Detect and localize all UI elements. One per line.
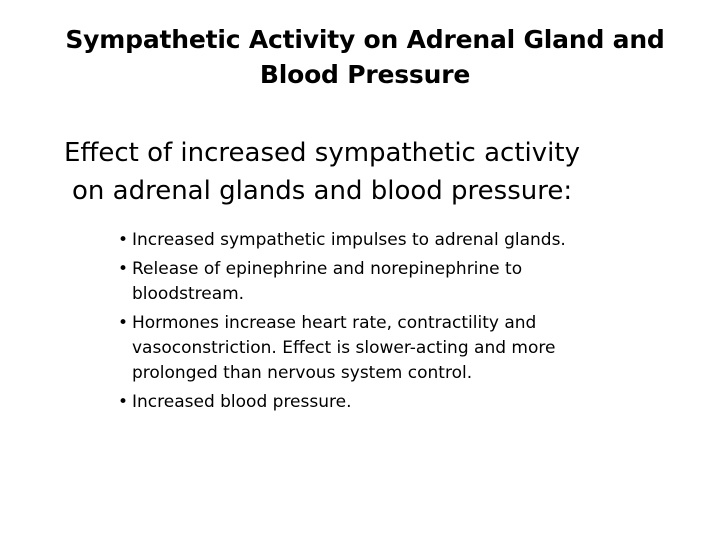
slide-subtitle	[64, 134, 704, 210]
slide-subtitle-line: Effect of increased sympathetic activity	[64, 138, 580, 168]
bullet-line: Increased sympathetic impulses to adrenal glands.	[132, 230, 566, 250]
bullet-line: bloodstream.	[132, 284, 245, 304]
bullet-line: Increased blood pressure.	[132, 392, 352, 412]
bullet-icon: •	[118, 313, 129, 333]
bullet-item	[118, 311, 698, 386]
bullet-line: Release of epinephrine and norepinephrine to	[132, 259, 523, 279]
bullet-item	[118, 228, 698, 253]
bullet-item	[118, 257, 698, 307]
bullet-icon: •	[118, 392, 129, 412]
bullet-text	[132, 228, 698, 253]
slide-subtitle-line: on adrenal glands and blood pressure:	[72, 176, 573, 206]
bullet-line: prolonged than nervous system control.	[132, 363, 473, 383]
slide-title	[40, 22, 690, 92]
bullet-icon: •	[118, 230, 129, 250]
slide-title-line: Sympathetic Activity on Adrenal Gland and	[65, 25, 665, 54]
bullet-icon: •	[118, 259, 129, 279]
bullet-item	[118, 390, 698, 415]
slide-title-line: Blood Pressure	[259, 60, 471, 89]
bullet-line: Hormones increase heart rate, contractility and	[132, 313, 537, 333]
bullet-list	[118, 228, 698, 419]
bullet-line: vasoconstriction. Effect is slower-acting and more	[132, 338, 556, 358]
bullet-text	[132, 311, 698, 386]
bullet-text	[132, 390, 698, 415]
bullet-text	[132, 257, 698, 307]
